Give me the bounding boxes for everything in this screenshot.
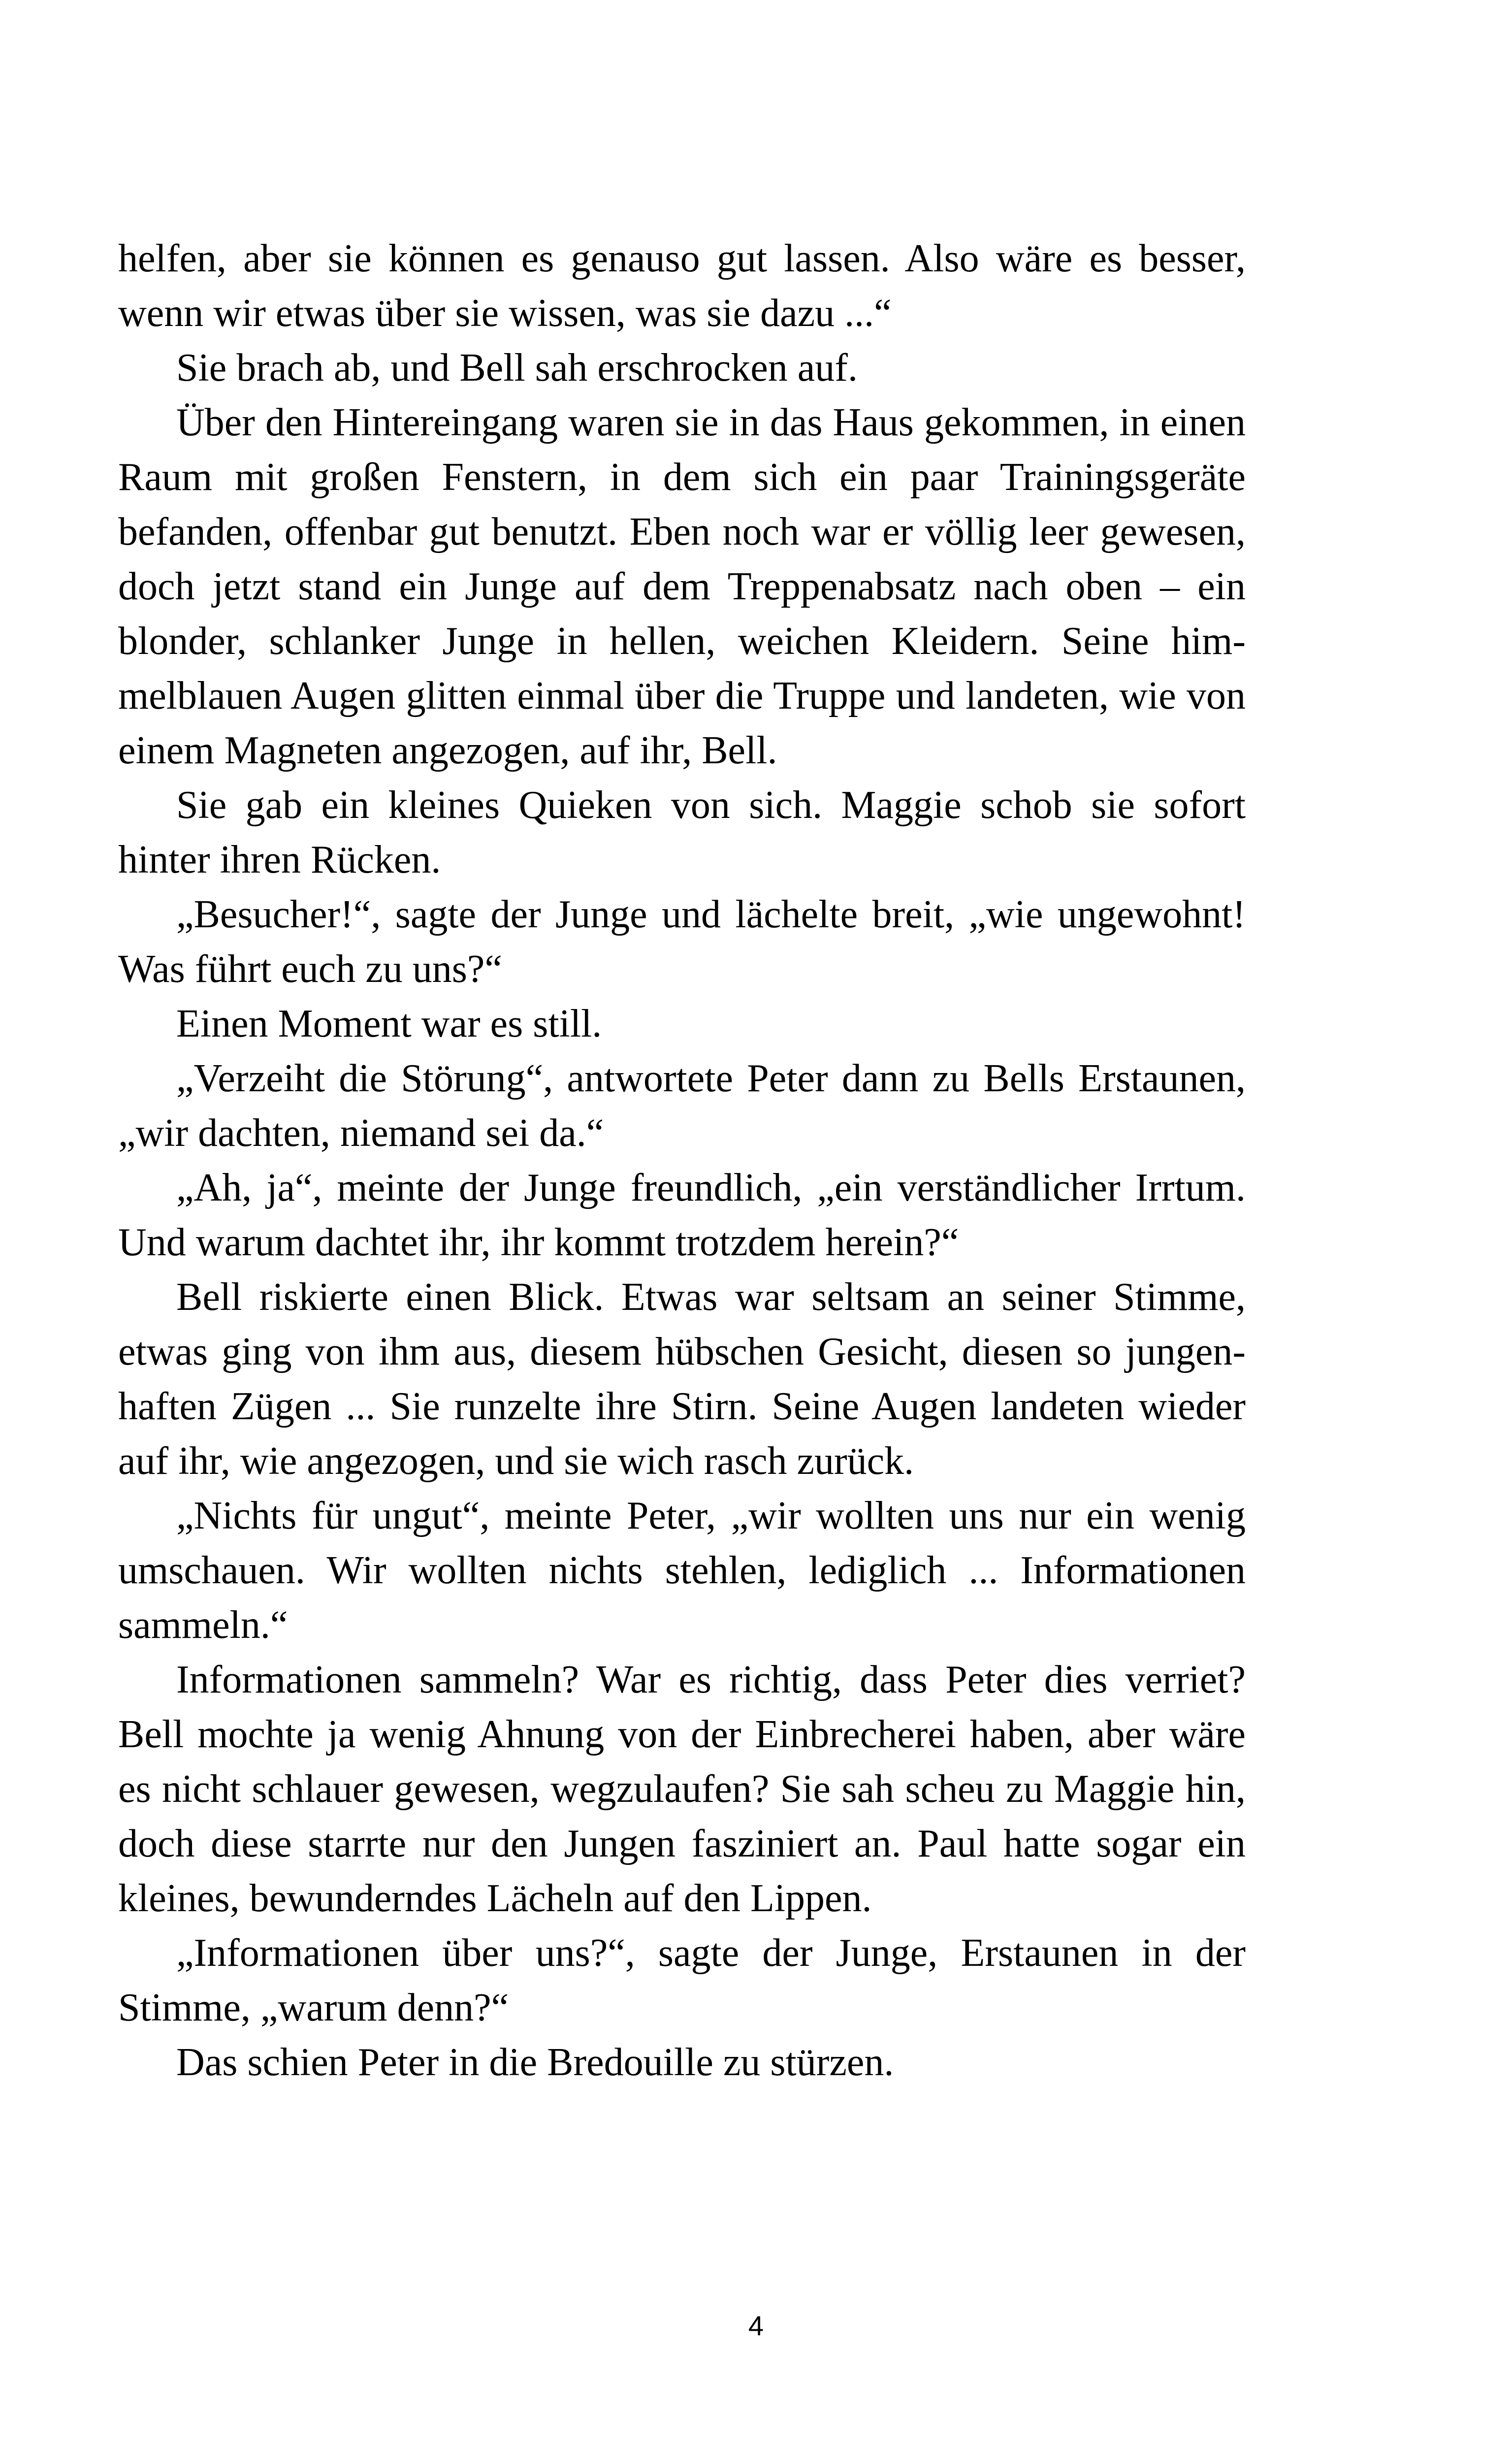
paragraph: Sie gab ein kleines Quieken von sich. Maggie schob sie sofort hinter ihren Rücken. [118, 783, 1246, 881]
body-text [118, 231, 1246, 2090]
paragraph: „Besucher!“, sagte der Junge und lächelte breit, „wie ungewohnt! Was führt euch zu uns?“ [118, 893, 1246, 991]
paragraph: „Verzeiht die Störung“, antwortete Peter dann zu Bells Erstaunen, „wir dachten, niemand sei da.“ [118, 1057, 1246, 1155]
paragraph: Einen Moment war es still. [176, 1002, 602, 1045]
paragraph: Informationen sammeln? War es richtig, dass Peter dies verriet? Bell mochte ja wenig Ahnung von der Einbrecherei haben, aber wäre es nicht schlauer gewesen, wegzulaufen? Sie sah scheu zu Maggie hin, doch diese starrte nur den Jungen fasziniert an. Paul hatte sogar ein kleines, bewunderndes Lächeln auf den Lippen. [118, 1658, 1246, 1920]
paragraph: „Nichts für ungut“, meinte Peter, „wir wollten uns nur ein wenig umschauen. Wir wollten nichts stehlen, lediglich ... Informationen sammeln.“ [118, 1494, 1246, 1647]
paragraph: „Informationen über uns?“, sagte der Junge, Erstaunen in der Stimme, „warum denn?“ [118, 1931, 1246, 2029]
paragraph: Das schien Peter in die Bredouille zu stürzen. [176, 2041, 894, 2084]
paragraph: „Ah, ja“, meinte der Junge freundlich, „ein verständlicher Irrtum. Und warum dachtet ihr, ihr kommt trotzdem herein?“ [118, 1166, 1246, 1264]
paragraph: helfen, aber sie können es genauso gut lassen. Also wäre es besser, wenn wir etwas über sie wissen, was sie dazu ...“ [118, 237, 1246, 335]
paragraph: Über den Hintereingang waren sie in das Haus gekommen, in einen Raum mit großen Fenstern, in dem sich ein paar Trainingsgeräte befanden, offenbar gut benutzt. Eben noch war er völlig leer gewesen, doch jetzt stand ein Junge auf dem Treppenabsatz nach oben – ein blonder, schlanker Junge in hellen, weichen Kleidern. Seine himmelblauen Augen glitten einmal über die Truppe und landeten, wie von einem Magneten angezogen, auf ihr, Bell. [118, 401, 1246, 772]
paragraph: Bell riskierte einen Blick. Etwas war seltsam an seiner Stimme, etwas ging von ihm aus, diesem hübschen Gesicht, diesen so jungenhaften Zügen ... Sie runzelte ihre Stirn. Seine Augen landeten wieder auf ihr, wie angezogen, und sie wich rasch zurück. [118, 1275, 1246, 1483]
paragraph: Sie brach ab, und Bell sah erschrocken auf. [176, 346, 858, 390]
page-number: 4 [748, 2310, 764, 2341]
